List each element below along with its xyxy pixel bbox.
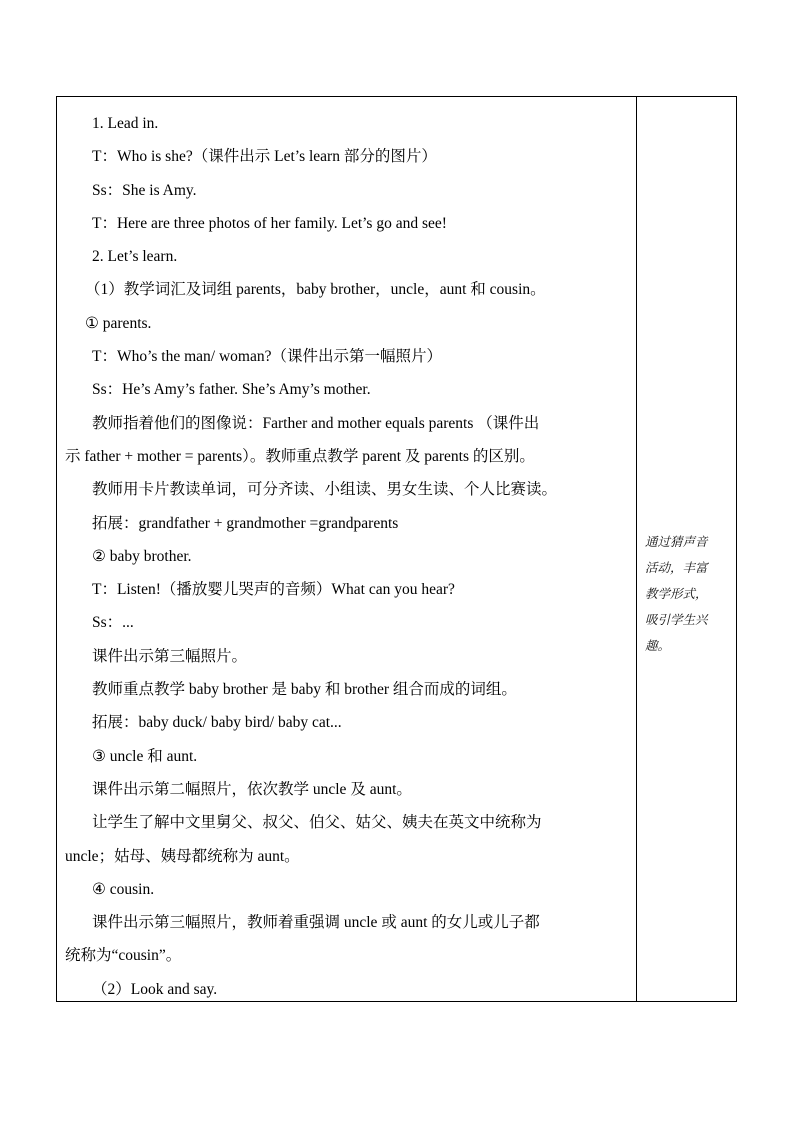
text-line: 教师用卡片教读单词，可分齐读、小组读、男女生读、个人比赛读。 [92, 481, 558, 499]
text-line: 课件出示第三幅照片，教师着重强调 uncle 或 aunt 的女儿或儿子都 [92, 914, 540, 932]
text-line: 课件出示第三幅照片。 [92, 647, 248, 665]
note-line: 吸引学生兴 [645, 612, 708, 627]
text-line: （1）教学词汇及词组 parents，baby brother，uncle，aunt 和 cousin。 [85, 281, 546, 299]
text-line: ① parents. [85, 314, 152, 332]
text-line: 拓展：baby duck/ baby bird/ baby cat... [92, 714, 342, 732]
text-line: T：Here are three photos of her family. Let’s go and see! [92, 214, 447, 232]
note-line: 通过猜声音 [645, 534, 708, 549]
text-line: 让学生了解中文里舅父、叔父、伯父、姑父、姨夫在英文中统称为 [92, 814, 542, 832]
text-line: 教师指着他们的图像说：Farther and mother equals parents （课件出 [92, 414, 540, 432]
design-note-cell [637, 97, 736, 1001]
text-line: ② baby brother. [92, 547, 192, 565]
text-line: uncle；姑母、姨母都统称为 aunt。 [65, 847, 300, 865]
text-line: Ss：She is Amy. [92, 181, 197, 199]
text-line: 示 father + mother = parents）。教师重点教学 parent 及 parents 的区别。 [65, 447, 535, 465]
text-line: T：Who’s the man/ woman?（课件出示第一幅照片） [92, 348, 442, 366]
text-line: ③ uncle 和 aunt. [92, 747, 198, 765]
text-line: Ss：... [92, 614, 134, 632]
note-line: 活动，丰富 [645, 560, 708, 575]
text-line: （2）Look and say. [92, 980, 218, 998]
text-line: 统称为“cousin”。 [65, 947, 182, 965]
text-line: 教师重点教学 baby brother 是 baby 和 brother 组合而成的词组。 [92, 681, 517, 699]
text-line: 2. Let’s learn. [92, 248, 178, 266]
text-line: 拓展：grandfather + grandmother =grandparents [92, 514, 399, 532]
note-line: 趣。 [645, 638, 671, 653]
text-line: ④ cousin. [92, 880, 155, 898]
lesson-table [56, 96, 737, 1002]
teaching-steps-cell [57, 97, 637, 1001]
text-line: 1. Lead in. [92, 115, 159, 132]
text-line: T：Listen!（播放婴儿哭声的音频）What can you hear? [92, 581, 455, 599]
note-line: 教学形式， [645, 586, 708, 601]
text-line: 课件出示第二幅照片，依次教学 uncle 及 aunt。 [92, 780, 412, 798]
text-line: Ss：He’s Amy’s father. She’s Amy’s mother. [92, 381, 371, 399]
text-line: T：Who is she?（课件出示 Let’s learn 部分的图片） [92, 148, 437, 166]
